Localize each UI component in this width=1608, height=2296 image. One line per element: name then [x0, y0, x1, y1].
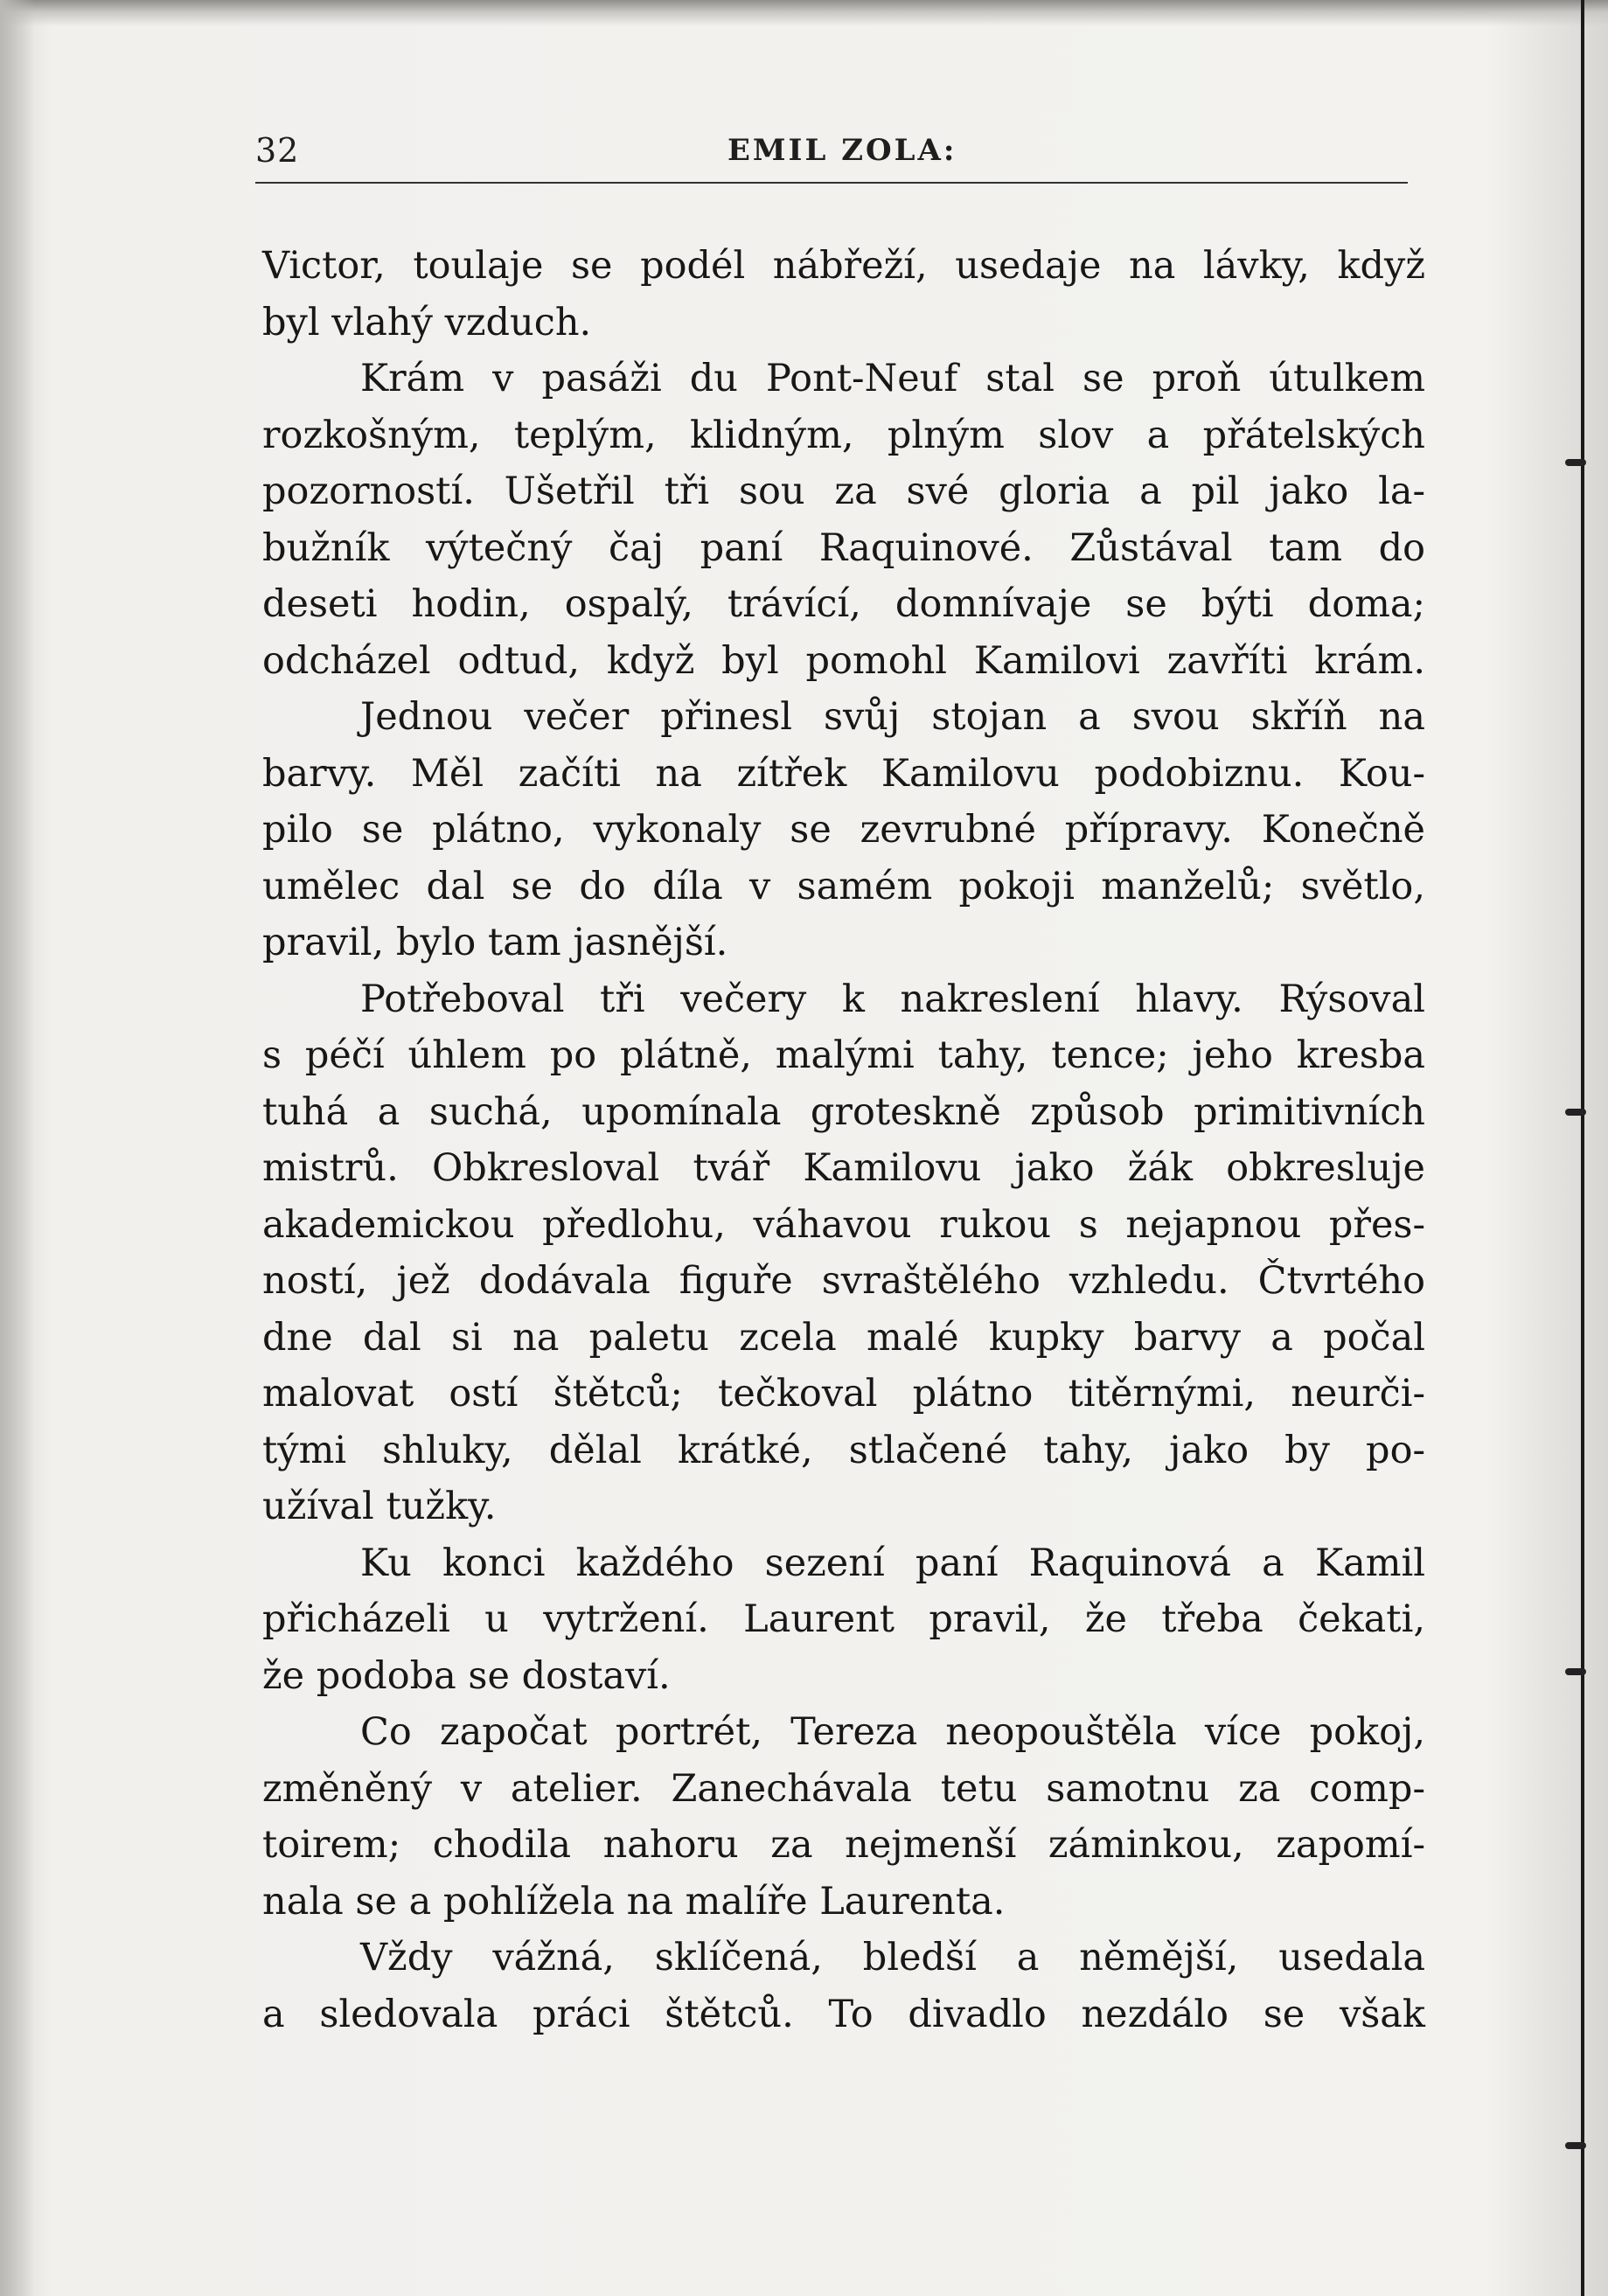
- text-line: umělec dal se do díla v samém pokoji manželů; světlo,: [262, 864, 1425, 908]
- text-line: s péčí úhlem po plátně, malými tahy, tence; jeho kresba: [262, 1033, 1425, 1077]
- text-line: deseti hodin, ospalý, trávící, domnívaje se býti doma;: [262, 582, 1425, 626]
- text-line: tými shluky, dělal krátké, stlačené tahy, jako by po-: [262, 1428, 1425, 1472]
- page-header: [255, 131, 1408, 184]
- text-line: mistrů. Obkresloval tvář Kamilovu jako žák obkresluje: [262, 1146, 1425, 1190]
- text-line: malovat ostí štětců; tečkoval plátno titěrnými, neurči-: [262, 1372, 1425, 1416]
- text-line: Potřeboval tři večery k nakreslení hlavy. Rýsoval: [360, 977, 1425, 1021]
- text-line: změněný v atelier. Zanechávala tetu samotnu za comp-: [262, 1766, 1425, 1811]
- text-line: rozkošným, teplým, klidným, plným slov a přátelských: [262, 413, 1425, 457]
- text-line: Victor, toulaje se podél nábřeží, usedaje na lávky, když: [262, 244, 1425, 288]
- text-line: že podoba se dostaví.: [262, 1653, 671, 1698]
- body-text: [262, 238, 1425, 2042]
- text-line: Vždy vážná, sklíčená, bledší a němější, usedala: [360, 1936, 1425, 1979]
- text-line: nala se a pohlížela na malíře Laurenta.: [262, 1879, 1006, 1924]
- text-line: pozorností. Ušetřil tři sou za své gloria a pil jako la-: [262, 470, 1425, 513]
- text-line: přicházeli u vytržení. Laurent pravil, že třeba čekati,: [262, 1597, 1425, 1641]
- text-line: ností, jež dodávala figuře svraštělého vzhledu. Čtvrtého: [262, 1259, 1425, 1303]
- text-line: Ku konci každého sezení paní Raquinová a Kamil: [360, 1541, 1425, 1585]
- text-line: byl vlahý vzduch.: [262, 300, 592, 344]
- text-line: a sledovala práci štětců. To divadlo nezdálo se však: [262, 1992, 1425, 2036]
- text-line: toirem; chodila nahoru za nejmenší záminkou, zapomí-: [262, 1823, 1425, 1867]
- text-line: odcházel odtud, když byl pomohl Kamilovi zavříti krám.: [262, 638, 1425, 683]
- binding-tick: [1565, 459, 1586, 466]
- text-line: tuhá a suchá, upomínala groteskně způsob primitivních: [262, 1089, 1425, 1134]
- text-line: bužník výtečný čaj paní Raquinové. Zůstával tam do: [262, 525, 1425, 570]
- text-line: pilo se plátno, vykonaly se zevrubné přípravy. Konečně: [262, 808, 1425, 852]
- binding-tick: [1565, 1109, 1586, 1116]
- text-line: užíval tužky.: [262, 1485, 497, 1528]
- text-line: pravil, bylo tam jasnější.: [262, 921, 728, 964]
- text-line: Co započat portrét, Tereza neopouštěla více pokoj,: [360, 1710, 1425, 1754]
- text-line: Jednou večer přinesl svůj stojan a svou skříň na: [360, 695, 1425, 739]
- text-line: Krám v pasáži du Pont-Neuf stal se proň útulkem: [360, 357, 1425, 400]
- binding-rule: [1581, 0, 1584, 2296]
- binding-tick: [1565, 2142, 1586, 2149]
- binding-tick: [1565, 1668, 1586, 1675]
- text-line: akademickou předlohu, váhavou rukou s nejapnou přes-: [262, 1202, 1425, 1247]
- page-binding-edge: [1574, 0, 1608, 2296]
- running-head: EMIL ZOLA:: [727, 133, 957, 168]
- text-line: dne dal si na paletu zcela malé kupky barvy a počal: [262, 1315, 1425, 1360]
- text-line: barvy. Měl začíti na zítřek Kamilovu podobiznu. Kou-: [262, 751, 1425, 796]
- page-number: 32: [255, 131, 300, 170]
